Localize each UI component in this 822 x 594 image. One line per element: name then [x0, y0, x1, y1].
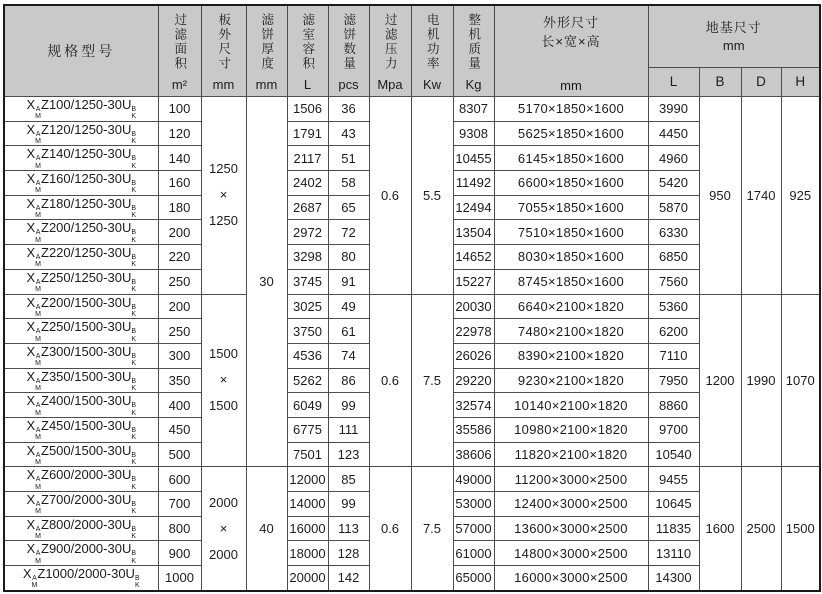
qty-cell: 80 — [328, 245, 369, 270]
mass-cell: 8307 — [453, 97, 494, 122]
foundation-l-cell: 4450 — [648, 121, 699, 146]
volume-cell: 3025 — [287, 294, 328, 319]
header-model — [4, 5, 158, 97]
volume-cell: 2687 — [287, 195, 328, 220]
foundation-l-cell: 7560 — [648, 269, 699, 294]
dims-cell: 8390×2100×1820 — [494, 343, 648, 368]
qty-cell: 99 — [328, 492, 369, 517]
model-cell: X A M Z300/1500-30U B K — [4, 343, 158, 368]
header-foundation-d: D — [741, 67, 781, 96]
volume-cell: 5262 — [287, 368, 328, 393]
model-stack: A M — [35, 501, 41, 516]
foundation-l-cell: 10540 — [648, 442, 699, 467]
power-cell: 7.5 — [411, 467, 453, 591]
area-cell: 350 — [158, 368, 201, 393]
volume-cell: 3745 — [287, 269, 328, 294]
model-cell: X A M Z100/1250-30U B K — [4, 97, 158, 122]
model-stack: A M — [35, 303, 41, 318]
mass-cell: 32574 — [453, 393, 494, 418]
model-stack: A M — [35, 155, 41, 170]
model-stack: B K — [131, 501, 137, 516]
area-cell: 220 — [158, 245, 201, 270]
volume-cell: 4536 — [287, 343, 328, 368]
header-dims-unit: mm — [560, 78, 582, 93]
qty-cell: 65 — [328, 195, 369, 220]
dims-cell: 5625×1850×1600 — [494, 121, 648, 146]
volume-cell: 12000 — [287, 467, 328, 492]
model-stack: B K — [131, 377, 137, 392]
model-stack: A M — [35, 278, 41, 294]
area-cell: 200 — [158, 220, 201, 245]
model-cell: X A M Z400/1500-30U B K — [4, 393, 158, 418]
model-cell: X A M Z200/1500-30U B K — [4, 294, 158, 319]
model-cell: X A M Z600/2000-30U B K — [4, 467, 158, 492]
model-stack: A M — [35, 426, 41, 442]
thickness-cell: 40 — [246, 467, 287, 591]
volume-cell: 16000 — [287, 516, 328, 541]
qty-cell: 86 — [328, 368, 369, 393]
header-volume — [287, 5, 328, 97]
header-qty — [328, 5, 369, 97]
header-thickness-label: 滤饼厚度 — [259, 12, 274, 71]
model-cell: X A M Z250/1250-30U B K — [4, 269, 158, 294]
mass-cell: 13504 — [453, 220, 494, 245]
mass-cell: 57000 — [453, 516, 494, 541]
header-foundation-l: L — [648, 67, 699, 96]
model-stack: B K — [131, 229, 137, 244]
header-mass-label: 整机质量 — [466, 12, 481, 71]
header-power-label: 电机功率 — [425, 12, 440, 71]
foundation-l-cell: 6850 — [648, 245, 699, 270]
foundation-l-cell: 10645 — [648, 492, 699, 517]
header-dims — [494, 5, 648, 97]
foundation-l-cell: 8860 — [648, 393, 699, 418]
model-stack: A M — [35, 451, 41, 466]
model-stack: B K — [131, 130, 137, 146]
foundation-l-cell: 5420 — [648, 171, 699, 196]
header-power — [411, 5, 453, 97]
header-dims-label: 外形尺寸 — [542, 15, 599, 30]
plate-size-cell: 2000 × 2000 — [201, 467, 246, 591]
foundation-l-cell: 5360 — [648, 294, 699, 319]
model-stack: B K — [131, 254, 137, 269]
header-foundation-label: 地基尺寸 — [705, 19, 762, 35]
header-area — [158, 5, 201, 97]
foundation-l-cell: 4960 — [648, 146, 699, 171]
mass-cell: 29220 — [453, 368, 494, 393]
header-thickness-unit: mm — [255, 76, 278, 92]
header-mass-unit: Kg — [465, 76, 482, 92]
foundation-b-cell: 1200 — [699, 294, 741, 467]
qty-cell: 123 — [328, 442, 369, 467]
model-stack: B K — [131, 402, 137, 417]
model-stack: B K — [134, 575, 140, 590]
model-stack: B K — [131, 106, 137, 121]
qty-cell: 49 — [328, 294, 369, 319]
mass-cell: 20030 — [453, 294, 494, 319]
area-cell: 200 — [158, 294, 201, 319]
qty-cell: 58 — [328, 171, 369, 196]
model-stack: A M — [35, 328, 41, 343]
volume-cell: 1506 — [287, 97, 328, 122]
dims-cell: 7055×1850×1600 — [494, 195, 648, 220]
header-pressure — [369, 5, 411, 97]
foundation-h-cell: 1070 — [781, 294, 820, 467]
foundation-d-cell: 2500 — [741, 467, 781, 591]
plate-size-cell: 1500 × 1500 — [201, 294, 246, 467]
mass-cell: 26026 — [453, 343, 494, 368]
header-foundation — [648, 5, 820, 67]
header-area-unit: m² — [171, 76, 188, 92]
model-stack: B K — [131, 155, 137, 170]
foundation-b-cell: 950 — [699, 97, 741, 295]
model-stack: B K — [131, 476, 137, 491]
model-cell: X A M Z200/1250-30U B K — [4, 220, 158, 245]
qty-cell: 61 — [328, 319, 369, 344]
header-qty-unit: pcs — [338, 76, 359, 92]
model-stack: A M — [35, 352, 41, 368]
header-foundation-h: H — [781, 67, 820, 96]
model-stack: B K — [131, 451, 137, 466]
dims-cell: 11200×3000×2500 — [494, 467, 648, 492]
qty-cell: 128 — [328, 541, 369, 566]
area-cell: 180 — [158, 195, 201, 220]
model-stack: B K — [131, 525, 137, 541]
dims-cell: 8745×1850×1600 — [494, 269, 648, 294]
model-stack: A M — [35, 180, 41, 195]
header-plate — [201, 5, 246, 97]
qty-cell: 43 — [328, 121, 369, 146]
pressure-cell: 0.6 — [369, 294, 411, 467]
volume-cell: 2972 — [287, 220, 328, 245]
dims-cell: 9230×2100×1820 — [494, 368, 648, 393]
mass-cell: 53000 — [453, 492, 494, 517]
area-cell: 700 — [158, 492, 201, 517]
model-stack: A M — [35, 130, 41, 146]
area-cell: 1000 — [158, 566, 201, 591]
area-cell: 140 — [158, 146, 201, 171]
volume-cell: 18000 — [287, 541, 328, 566]
dims-cell: 7510×1850×1600 — [494, 220, 648, 245]
model-stack: A M — [35, 550, 41, 565]
mass-cell: 14652 — [453, 245, 494, 270]
dims-cell: 12400×3000×2500 — [494, 492, 648, 517]
model-cell: X A M Z700/2000-30U B K — [4, 492, 158, 517]
table-row — [4, 294, 820, 319]
power-cell: 7.5 — [411, 294, 453, 467]
qty-cell: 36 — [328, 97, 369, 122]
power-cell: 5.5 — [411, 97, 453, 295]
header-qty-label: 滤饼数量 — [341, 12, 356, 71]
qty-cell: 111 — [328, 417, 369, 442]
dims-cell: 7480×2100×1820 — [494, 319, 648, 344]
pressure-cell: 0.6 — [369, 97, 411, 295]
mass-cell: 38606 — [453, 442, 494, 467]
volume-cell: 7501 — [287, 442, 328, 467]
model-cell: X A M Z140/1250-30U B K — [4, 146, 158, 171]
qty-cell: 91 — [328, 269, 369, 294]
foundation-l-cell: 6200 — [648, 319, 699, 344]
model-stack: A M — [35, 402, 41, 417]
foundation-l-cell: 14300 — [648, 566, 699, 591]
model-stack: A M — [35, 204, 41, 220]
volume-cell: 14000 — [287, 492, 328, 517]
qty-cell: 99 — [328, 393, 369, 418]
model-cell: X A M Z900/2000-30U B K — [4, 541, 158, 566]
model-cell: X A M Z180/1250-30U B K — [4, 195, 158, 220]
dims-cell: 6145×1850×1600 — [494, 146, 648, 171]
volume-cell: 3750 — [287, 319, 328, 344]
foundation-b-cell: 1600 — [699, 467, 741, 591]
model-stack: B K — [131, 180, 137, 195]
volume-cell: 2402 — [287, 171, 328, 196]
volume-cell: 6775 — [287, 417, 328, 442]
mass-cell: 49000 — [453, 467, 494, 492]
model-cell: X A M Z1000/2000-30U B K — [4, 566, 158, 591]
volume-cell: 6049 — [287, 393, 328, 418]
model-stack: B K — [131, 426, 137, 442]
table-row — [4, 97, 820, 122]
mass-cell: 61000 — [453, 541, 494, 566]
model-cell: X A M Z450/1500-30U B K — [4, 417, 158, 442]
header-model-label: 规格型号 — [47, 43, 116, 59]
model-stack: B K — [131, 204, 137, 220]
area-cell: 250 — [158, 269, 201, 294]
spec-table — [3, 4, 821, 592]
header-row-top — [4, 5, 820, 67]
model-stack: A M — [35, 377, 41, 392]
qty-cell: 51 — [328, 146, 369, 171]
foundation-l-cell: 7110 — [648, 343, 699, 368]
area-cell: 800 — [158, 516, 201, 541]
mass-cell: 35586 — [453, 417, 494, 442]
foundation-h-cell: 925 — [781, 97, 820, 295]
area-cell: 600 — [158, 467, 201, 492]
header-mass — [453, 5, 494, 97]
header-foundation-unit: mm — [722, 37, 745, 53]
qty-cell: 74 — [328, 343, 369, 368]
foundation-d-cell: 1740 — [741, 97, 781, 295]
foundation-l-cell: 6330 — [648, 220, 699, 245]
mass-cell: 10455 — [453, 146, 494, 171]
header-pressure-unit: Mpa — [377, 76, 403, 92]
model-stack: B K — [131, 303, 137, 318]
dims-cell: 6600×1850×1600 — [494, 171, 648, 196]
table-header — [4, 5, 820, 97]
model-stack: B K — [131, 352, 137, 368]
model-stack: A M — [35, 476, 41, 491]
foundation-l-cell: 9455 — [648, 467, 699, 492]
qty-cell: 72 — [328, 220, 369, 245]
model-stack: A M — [31, 575, 38, 590]
area-cell: 100 — [158, 97, 201, 122]
model-stack: A M — [35, 254, 41, 269]
foundation-l-cell: 5870 — [648, 195, 699, 220]
model-cell: X A M Z350/1500-30U B K — [4, 368, 158, 393]
model-cell: X A M Z250/1500-30U B K — [4, 319, 158, 344]
model-cell: X A M Z160/1250-30U B K — [4, 171, 158, 196]
area-cell: 450 — [158, 417, 201, 442]
foundation-l-cell: 11835 — [648, 516, 699, 541]
header-pressure-label: 过滤压力 — [383, 12, 398, 71]
dims-cell: 8030×1850×1600 — [494, 245, 648, 270]
dims-cell: 10140×2100×1820 — [494, 393, 648, 418]
dims-cell: 5170×1850×1600 — [494, 97, 648, 122]
area-cell: 400 — [158, 393, 201, 418]
qty-cell: 113 — [328, 516, 369, 541]
mass-cell: 22978 — [453, 319, 494, 344]
volume-cell: 2117 — [287, 146, 328, 171]
foundation-l-cell: 7950 — [648, 368, 699, 393]
model-stack: B K — [131, 550, 137, 565]
model-stack: A M — [35, 525, 41, 541]
header-plate-unit: mm — [212, 76, 235, 92]
area-cell: 900 — [158, 541, 201, 566]
area-cell: 500 — [158, 442, 201, 467]
foundation-h-cell: 1500 — [781, 467, 820, 591]
header-power-unit: Kw — [422, 76, 442, 92]
header-dims-sublabel: 长×宽×高 — [541, 33, 601, 49]
mass-cell: 9308 — [453, 121, 494, 146]
model-cell: X A M Z220/1250-30U B K — [4, 245, 158, 270]
foundation-l-cell: 3990 — [648, 97, 699, 122]
model-stack: A M — [35, 229, 41, 244]
plate-size-cell: 1250 × 1250 — [201, 97, 246, 295]
area-cell: 160 — [158, 171, 201, 196]
header-thickness — [246, 5, 287, 97]
model-stack: B K — [131, 328, 137, 343]
foundation-l-cell: 9700 — [648, 417, 699, 442]
area-cell: 250 — [158, 319, 201, 344]
model-cell: X A M Z500/1500-30U B K — [4, 442, 158, 467]
mass-cell: 12494 — [453, 195, 494, 220]
mass-cell: 65000 — [453, 566, 494, 591]
mass-cell: 15227 — [453, 269, 494, 294]
dims-cell: 11820×2100×1820 — [494, 442, 648, 467]
model-cell: X A M Z800/2000-30U B K — [4, 516, 158, 541]
dims-cell: 13600×3000×2500 — [494, 516, 648, 541]
area-cell: 300 — [158, 343, 201, 368]
foundation-d-cell: 1990 — [741, 294, 781, 467]
pressure-cell: 0.6 — [369, 467, 411, 591]
model-stack: B K — [131, 278, 137, 294]
header-plate-label: 板外尺寸 — [216, 12, 231, 71]
dims-cell: 6640×2100×1820 — [494, 294, 648, 319]
model-cell: X A M Z120/1250-30U B K — [4, 121, 158, 146]
qty-cell: 142 — [328, 566, 369, 591]
spec-table-body — [4, 97, 820, 591]
volume-cell: 1791 — [287, 121, 328, 146]
area-cell: 120 — [158, 121, 201, 146]
dims-cell: 10980×2100×1820 — [494, 417, 648, 442]
volume-cell: 3298 — [287, 245, 328, 270]
qty-cell: 85 — [328, 467, 369, 492]
dims-cell: 14800×3000×2500 — [494, 541, 648, 566]
header-volume-label: 滤室容积 — [300, 12, 315, 71]
table-row — [4, 467, 820, 492]
header-volume-unit: L — [303, 76, 312, 92]
header-area-label: 过滤面积 — [172, 12, 187, 71]
foundation-l-cell: 13110 — [648, 541, 699, 566]
volume-cell: 20000 — [287, 566, 328, 591]
model-stack: A M — [35, 106, 41, 121]
header-foundation-b: B — [699, 67, 741, 96]
dims-cell: 16000×3000×2500 — [494, 566, 648, 591]
thickness-cell: 30 — [246, 97, 287, 467]
mass-cell: 11492 — [453, 171, 494, 196]
